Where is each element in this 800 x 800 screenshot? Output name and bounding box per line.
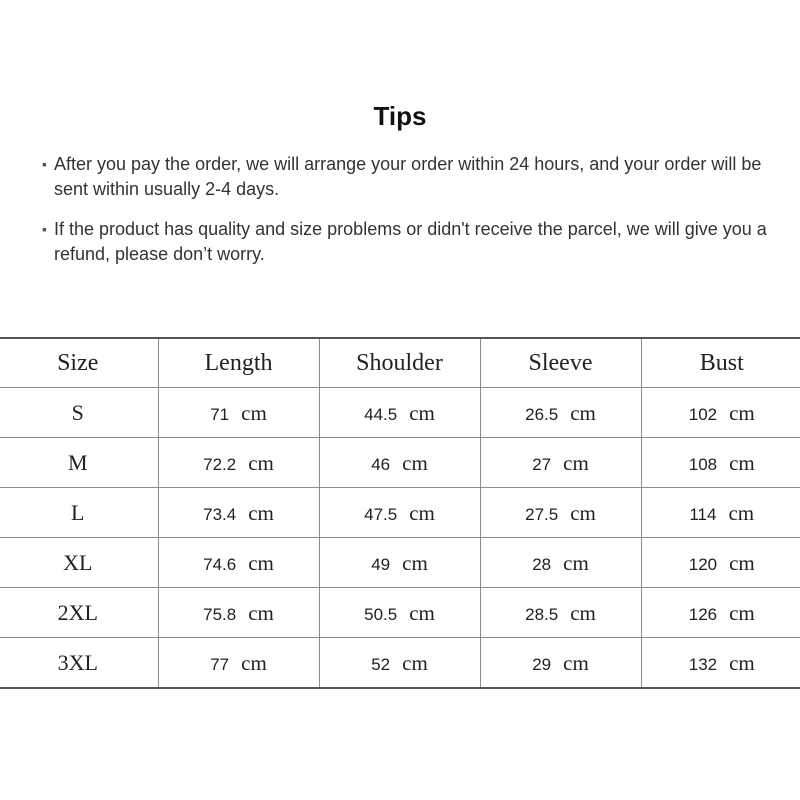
bust-value: 120: [688, 554, 718, 574]
header-size: Size: [0, 338, 158, 388]
table-row: [0, 388, 800, 438]
unit-label: cm: [409, 500, 435, 525]
unit-label: cm: [248, 550, 274, 575]
length-value: 71: [210, 404, 230, 424]
sleeve-value: 29: [532, 654, 552, 674]
unit-label: cm: [728, 500, 755, 525]
unit-label: cm: [248, 450, 274, 475]
sleeve-value: 27.5: [525, 504, 559, 524]
header-length: Length: [158, 338, 319, 388]
sleeve-cell: [480, 638, 641, 689]
shoulder-value: 44.5: [364, 404, 398, 424]
unit-label: cm: [570, 400, 596, 425]
length-cell: [158, 438, 319, 488]
unit-label: cm: [563, 450, 589, 475]
bust-cell: [641, 388, 800, 438]
length-value: 73.4: [203, 504, 237, 524]
table-row: [0, 488, 800, 538]
size-label-cell: XL: [0, 538, 158, 588]
unit-label: cm: [241, 650, 267, 675]
bust-cell: [641, 438, 800, 488]
unit-label: cm: [409, 600, 435, 625]
table-row: [0, 638, 800, 689]
unit-label: cm: [402, 450, 428, 475]
shoulder-value: 50.5: [364, 604, 398, 624]
table-row: [0, 438, 800, 488]
length-cell: [158, 538, 319, 588]
unit-label: cm: [409, 400, 435, 425]
unit-label: cm: [248, 600, 274, 625]
length-value: 77: [210, 654, 230, 674]
header-bust: Bust: [641, 338, 800, 388]
size-label-cell: L: [0, 488, 158, 538]
table-body: [0, 388, 800, 689]
shoulder-cell: [319, 388, 480, 438]
length-cell: [158, 388, 319, 438]
unit-label: cm: [241, 400, 267, 425]
sleeve-cell: [480, 488, 641, 538]
shoulder-cell: [319, 488, 480, 538]
unit-label: cm: [402, 650, 428, 675]
bullet-icon: ▪: [42, 156, 47, 172]
unit-label: cm: [729, 550, 755, 575]
shoulder-cell: [319, 438, 480, 488]
shoulder-cell: [319, 638, 480, 689]
unit-label: cm: [563, 550, 589, 575]
bust-value: 132: [688, 654, 718, 674]
bust-cell: [641, 588, 800, 638]
sleeve-value: 26.5: [525, 404, 559, 424]
page-title: Tips: [373, 101, 427, 132]
table-row: [0, 538, 800, 588]
shoulder-value: 49: [371, 554, 391, 574]
unit-label: cm: [402, 550, 428, 575]
bust-value: 126: [688, 604, 718, 624]
length-cell: [158, 488, 319, 538]
tip-item: [42, 217, 772, 267]
size-label-cell: 3XL: [0, 638, 158, 689]
unit-label: cm: [570, 600, 596, 625]
unit-label: cm: [729, 450, 755, 475]
sleeve-cell: [480, 588, 641, 638]
shoulder-cell: [319, 538, 480, 588]
size-label-cell: S: [0, 388, 158, 438]
sleeve-cell: [480, 538, 641, 588]
unit-label: cm: [570, 500, 596, 525]
length-value: 72.2: [203, 454, 237, 474]
size-chart-table: [0, 337, 800, 689]
table-header-row: [0, 338, 800, 388]
bullet-icon: ▪: [42, 221, 47, 237]
bust-value: 114: [689, 504, 717, 524]
unit-label: cm: [729, 650, 755, 675]
tip-text: If the product has quality and size problems or didn't receive the parcel, we will give you a refund, please don’t worry.: [54, 219, 767, 264]
tips-list: [42, 152, 772, 282]
tip-item: [42, 152, 772, 202]
table-row: [0, 588, 800, 638]
length-cell: [158, 638, 319, 689]
sleeve-cell: [480, 388, 641, 438]
bust-cell: [641, 538, 800, 588]
sleeve-value: 27: [532, 454, 552, 474]
length-cell: [158, 588, 319, 638]
shoulder-value: 47.5: [364, 504, 398, 524]
unit-label: cm: [563, 650, 589, 675]
sleeve-value: 28: [532, 554, 552, 574]
bust-value: 108: [688, 454, 718, 474]
tip-text: After you pay the order, we will arrange your order within 24 hours, and your order will be sent within usually 2-4 days.: [54, 154, 762, 199]
length-value: 74.6: [203, 554, 237, 574]
unit-label: cm: [248, 500, 274, 525]
bust-cell: [641, 638, 800, 689]
header-sleeve: Sleeve: [480, 338, 641, 388]
bust-value: 102: [688, 404, 718, 424]
shoulder-cell: [319, 588, 480, 638]
shoulder-value: 52: [371, 654, 391, 674]
header-shoulder: Shoulder: [319, 338, 480, 388]
size-label-cell: 2XL: [0, 588, 158, 638]
size-label-cell: M: [0, 438, 158, 488]
unit-label: cm: [729, 600, 755, 625]
length-value: 75.8: [203, 604, 237, 624]
shoulder-value: 46: [371, 454, 391, 474]
bust-cell: [641, 488, 800, 538]
sleeve-value: 28.5: [525, 604, 559, 624]
unit-label: cm: [729, 400, 755, 425]
sleeve-cell: [480, 438, 641, 488]
